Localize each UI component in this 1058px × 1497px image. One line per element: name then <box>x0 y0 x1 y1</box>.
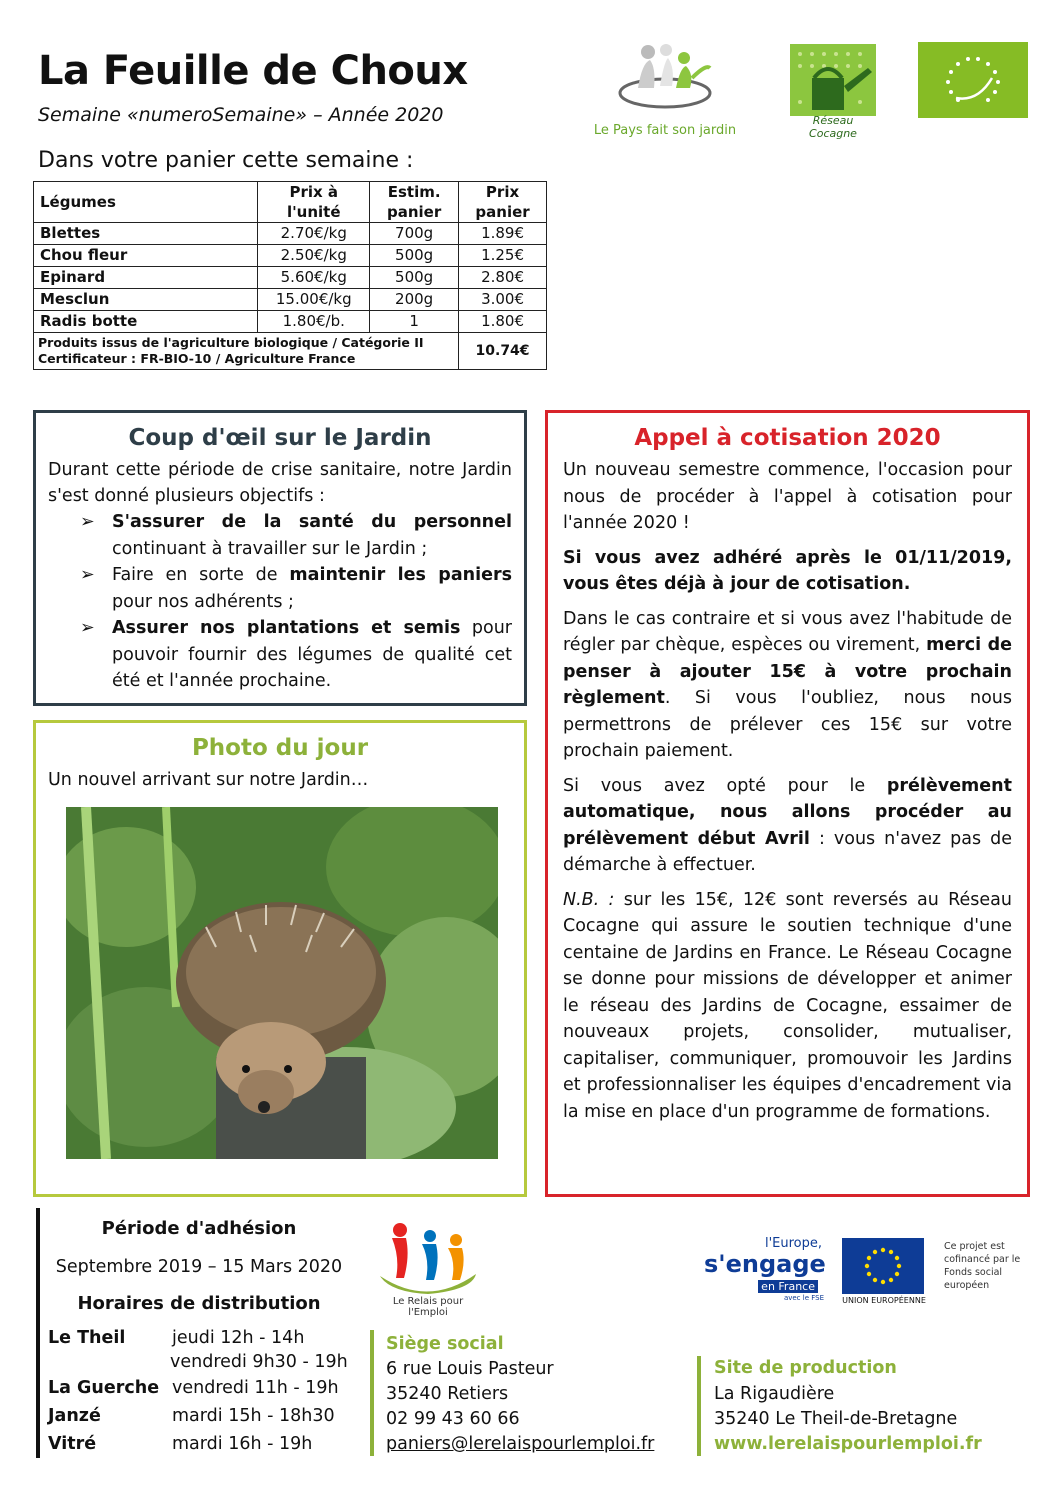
siege-address-line: 6 rue Louis Pasteur <box>386 1359 554 1379</box>
siege-divider <box>370 1330 374 1456</box>
hedgehog-image-icon <box>66 807 498 1159</box>
schedule-time: jeudi 12h - 14h <box>172 1328 305 1348</box>
photo-title: Photo du jour <box>191 735 369 761</box>
basket-heading: Dans votre panier cette semaine : <box>38 148 414 173</box>
appel-title: Appel à cotisation 2020 <box>634 425 941 451</box>
list-item: ➢ Faire en sorte de maintenir les paniers pour nos adhérents ; <box>80 562 512 615</box>
appel-p4: Si vous avez opté pour le prélèvement automatique, nous allons procéder au prélèvement début Avril : vous n'avez pas de démarche à effectuer. <box>563 775 1012 875</box>
header-unit-price: Prix à l'unité <box>258 182 370 223</box>
hedgehog-photo <box>66 807 498 1159</box>
watering-can-icon <box>788 42 878 118</box>
table-footer-row <box>34 333 547 370</box>
appel-p2: Si vous avez adhéré après le 01/11/2019, vous êtes déjà à jour de cotisation. <box>563 547 1012 594</box>
website-link[interactable]: www.lerelaispourlemploi.fr <box>714 1434 982 1454</box>
schedule-town: Janzé <box>48 1406 101 1426</box>
arrow-bullet-icon: ➢ <box>80 512 95 532</box>
header-estimate: Estim. panier <box>370 182 459 223</box>
pays-jardin-icon <box>580 38 750 116</box>
photo-of-day-box <box>33 720 527 1197</box>
siege-title: Siège social <box>386 1334 504 1354</box>
jardin-news-box <box>33 410 527 706</box>
basket-price-table <box>33 181 547 370</box>
row-name: Mesclun <box>34 289 258 311</box>
relais-emploi-logo <box>372 1218 484 1318</box>
row-name: Chou fleur <box>34 245 258 267</box>
basket-total: 10.74€ <box>459 333 547 370</box>
header-vegetables: Légumes <box>34 182 258 223</box>
table-row <box>34 223 547 245</box>
eu-label: UNION EUROPÉENNE <box>842 1296 926 1305</box>
table-header-row <box>34 182 547 223</box>
site-name: La Rigaudière <box>714 1384 835 1404</box>
table-row <box>34 289 547 311</box>
schedule-town: Le Theil <box>48 1328 126 1348</box>
newsletter-title: La Feuille de Choux <box>38 48 468 94</box>
row-unit: 15.00€/kg <box>258 289 370 311</box>
row-unit: 1.80€/b. <box>258 311 370 333</box>
certification-note: Produits issus de l'agriculture biologique / Catégorie II Certificateur : FR-BIO-10 / Agriculture France <box>34 333 459 370</box>
europe-engage-logo <box>700 1236 828 1306</box>
table-row <box>34 311 547 333</box>
row-price: 1.25€ <box>459 245 547 267</box>
membership-call-box <box>545 410 1030 1197</box>
reseau-cocagne-logo <box>788 42 878 140</box>
organic-leaf-icon <box>918 42 1028 118</box>
eu-engage-line2: s'engage <box>704 1250 826 1278</box>
membership-period-title: Période d'adhésion <box>101 1218 297 1239</box>
eu-flag <box>842 1238 924 1294</box>
list-item: ➢ S'assurer de la santé du personnel continuant à travailler sur le Jardin ; <box>80 509 512 562</box>
reseau-cocagne-caption: Réseau Cocagne <box>809 114 857 140</box>
schedule-town: Vitré <box>48 1434 97 1454</box>
pays-jardin-caption: Le Pays fait son jardin <box>593 123 737 138</box>
pays-jardin-logo <box>580 38 750 138</box>
row-name: Blettes <box>34 223 258 245</box>
week-subtitle: Semaine «numeroSemaine» – Année 2020 <box>38 104 444 126</box>
row-estim: 200g <box>370 289 459 311</box>
relais-people-icon <box>372 1218 484 1302</box>
membership-period-dates: Septembre 2019 – 15 Mars 2020 <box>55 1257 343 1277</box>
objectives-list <box>36 509 524 695</box>
appel-p5: N.B. : sur les 15€, 12€ sont reversés au Réseau Cocagne qui assure le soutien technique d'une centaine de Jardins en France. Le Réseau Cocagne se donne pour missions de développer et animer le réseau des Jardins de Cocagne, essaimer de nouveaux projets, consolider, mutualiser, capitaliser, communiquer, promouvoir les Jardins et professionnaliser les équipes d'encadrement via la mise en place d'un programme de formations. <box>563 889 1012 1122</box>
row-price: 2.80€ <box>459 267 547 289</box>
siege-email-link[interactable]: paniers@lerelaispourlemploi.fr <box>386 1434 655 1454</box>
table-row <box>34 267 547 289</box>
site-divider <box>697 1356 701 1456</box>
row-estim: 1 <box>370 311 459 333</box>
eu-organic-logo <box>918 42 1028 118</box>
site-title: Site de production <box>714 1358 897 1378</box>
table-row <box>34 245 547 267</box>
eu-cofinancing-note: Ce projet est cofinancé par le Fonds social européen <box>944 1241 1021 1291</box>
relais-emploi-caption: Le Relais pour l'Emploi <box>392 1296 464 1318</box>
row-estim: 500g <box>370 245 459 267</box>
eu-stars-icon <box>842 1238 924 1294</box>
row-unit: 2.70€/kg <box>258 223 370 245</box>
row-estim: 700g <box>370 223 459 245</box>
list-item: ➢ Assurer nos plantations et semis pour pouvoir fournir des légumes de qualité cet été et l'année prochaine. <box>80 615 512 695</box>
footer-divider <box>36 1208 40 1458</box>
eu-engage-line3: en France <box>758 1280 818 1293</box>
jardin-title: Coup d'œil sur le Jardin <box>128 425 432 451</box>
distribution-hours-title: Horaires de distribution <box>77 1293 321 1314</box>
row-estim: 500g <box>370 267 459 289</box>
header-basket-price: Prix panier <box>459 182 547 223</box>
siege-phone[interactable]: 02 99 43 60 66 <box>386 1409 520 1429</box>
arrow-bullet-icon: ➢ <box>80 565 95 585</box>
arrow-bullet-icon: ➢ <box>80 618 95 638</box>
photo-caption: Un nouvel arrivant sur notre Jardin… <box>48 770 369 790</box>
site-city: 35240 Le Theil-de-Bretagne <box>714 1409 958 1429</box>
row-unit: 5.60€/kg <box>258 267 370 289</box>
row-price: 1.89€ <box>459 223 547 245</box>
schedule-town: La Guerche <box>48 1378 160 1398</box>
appel-p1: Un nouveau semestre commence, l'occasion pour nous de procéder à l'appel à cotisation pour l'année 2020 ! <box>563 460 1012 533</box>
jardin-intro: Durant cette période de crise sanitaire, notre Jardin s'est donné plusieurs objectifs : <box>48 460 512 506</box>
schedule-time: mardi 15h - 18h30 <box>172 1406 335 1426</box>
row-name: Epinard <box>34 267 258 289</box>
schedule-time: mardi 16h - 19h <box>172 1434 313 1454</box>
row-price: 3.00€ <box>459 289 547 311</box>
schedule-time: vendredi 9h30 - 19h <box>170 1352 348 1372</box>
row-name: Radis botte <box>34 311 258 333</box>
appel-p3: Dans le cas contraire et si vous avez l'habitude de régler par chèque, espèces ou virement, merci de penser à ajouter 15€ à votre prochain règlement. Si vous l'oubliez, nous nous permettrons de prélever ces 15€ sur votre prochain paiement. <box>563 608 1012 761</box>
eu-engage-line4: avec le FSE <box>783 1294 824 1302</box>
row-price: 1.80€ <box>459 311 547 333</box>
row-unit: 2.50€/kg <box>258 245 370 267</box>
eu-engage-line1: l'Europe, <box>764 1236 822 1251</box>
schedule-time: vendredi 11h - 19h <box>172 1378 339 1398</box>
siege-city: 35240 Retiers <box>386 1384 509 1404</box>
